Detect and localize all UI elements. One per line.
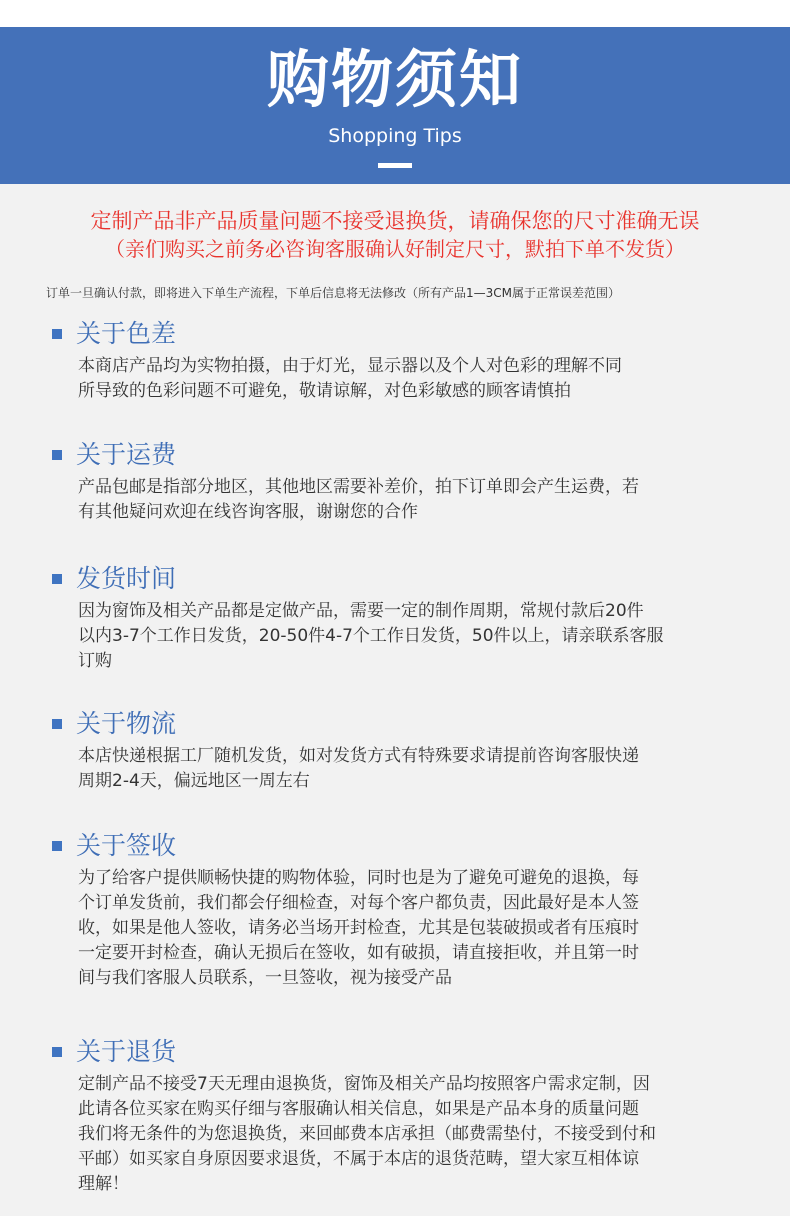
section-body [78, 744, 774, 794]
body-line: 本店快递根据工厂随机发货，如对发货方式有特殊要求请提前咨询客服快递 [78, 746, 639, 766]
body-line: 平邮）如买家自身原因要求退货，不属于本店的退货范畴，望大家互相体谅 [78, 1149, 639, 1169]
section-header [52, 561, 772, 597]
body-line: 以内3-7个工作日发货，20-50件4-7个工作日发货，50件以上，请亲联系客服 [78, 626, 664, 646]
page-subtitle: Shopping Tips [328, 125, 462, 147]
top-strip [0, 0, 790, 27]
section-returns [52, 1034, 772, 1197]
section-logistics [52, 706, 772, 794]
body-line: 产品包邮是指部分地区，其他地区需要补差价，拍下订单即会产生运费，若 [78, 477, 639, 497]
section-body [78, 354, 774, 404]
section-title: 关于物流 [76, 709, 177, 738]
body-line: 因为窗饰及相关产品都是定做产品，需要一定的制作周期，常规付款后20件 [78, 601, 644, 621]
section-receipt [52, 828, 772, 991]
section-title: 发货时间 [76, 564, 177, 593]
square-bullet-icon [52, 450, 62, 460]
body-line: 周期2-4天，偏远地区一周左右 [78, 771, 310, 791]
square-bullet-icon [52, 719, 62, 729]
body-line: 我们将无条件的为您退换货，来回邮费本店承担（邮费需垫付，不接受到付和 [78, 1124, 656, 1144]
body-line: 理解！ [78, 1174, 129, 1194]
section-delivery-time [52, 561, 772, 674]
warning-subtext: （亲们购买之前务必咨询客服确认好制定尺寸，默拍下单不发货） [105, 237, 685, 261]
body-line: 收，如果是他人签收，请务必当场开封检查，尤其是包装破损或者有压痕时 [78, 918, 639, 938]
square-bullet-icon [52, 329, 62, 339]
title-underline [378, 163, 412, 168]
square-bullet-icon [52, 1047, 62, 1057]
section-body [78, 599, 774, 674]
section-title: 关于色差 [76, 319, 177, 348]
section-body [78, 475, 774, 525]
body-line: 有其他疑问欢迎在线咨询客服，谢谢您的合作 [78, 502, 418, 522]
section-title: 关于退货 [76, 1037, 177, 1066]
section-body [78, 1072, 774, 1197]
body-line: 间与我们客服人员联系，一旦签收，视为接受产品 [78, 968, 452, 988]
body-line: 所导致的色彩问题不可避免，敬请谅解，对色彩敏感的顾客请慎拍 [78, 381, 571, 401]
section-header [52, 316, 772, 352]
section-header [52, 1034, 772, 1070]
section-title: 关于运费 [76, 440, 177, 469]
warning-text: 定制产品非产品质量问题不接受退换货，请确保您的尺寸准确无误 [90, 209, 700, 233]
square-bullet-icon [52, 841, 62, 851]
page-title: 购物须知 [266, 43, 523, 116]
body-line: 定制产品不接受7天无理由退换货，窗饰及相关产品均按照客户需求定制，因 [78, 1074, 650, 1094]
section-header [52, 828, 772, 864]
order-notice: 订单一旦确认付款，即将进入下单生产流程，下单后信息将无法修改（所有产品1—3CM属于正常误差范围） [46, 286, 621, 300]
body-line: 为了给客户提供顺畅快捷的购物体验，同时也是为了避免可避免的退换，每 [78, 868, 639, 888]
header-banner [0, 27, 790, 184]
section-body [78, 866, 774, 991]
section-shipping-fee [52, 437, 772, 525]
section-header [52, 706, 772, 742]
body-line: 此请各位买家在购买仔细与客服确认相关信息，如果是产品本身的质量问题 [78, 1099, 639, 1119]
section-title: 关于签收 [76, 831, 177, 860]
section-header [52, 437, 772, 473]
square-bullet-icon [52, 574, 62, 584]
body-line: 一定要开封检查，确认无损后在签收，如有破损，请直接拒收，并且第一时 [78, 943, 639, 963]
section-color-difference [52, 316, 772, 404]
body-line: 本商店产品均为实物拍摄，由于灯光，显示器以及个人对色彩的理解不同 [78, 356, 622, 376]
body-line: 订购 [78, 651, 112, 671]
body-line: 个订单发货前，我们都会仔细检查，对每个客户都负责，因此最好是本人签 [78, 893, 639, 913]
